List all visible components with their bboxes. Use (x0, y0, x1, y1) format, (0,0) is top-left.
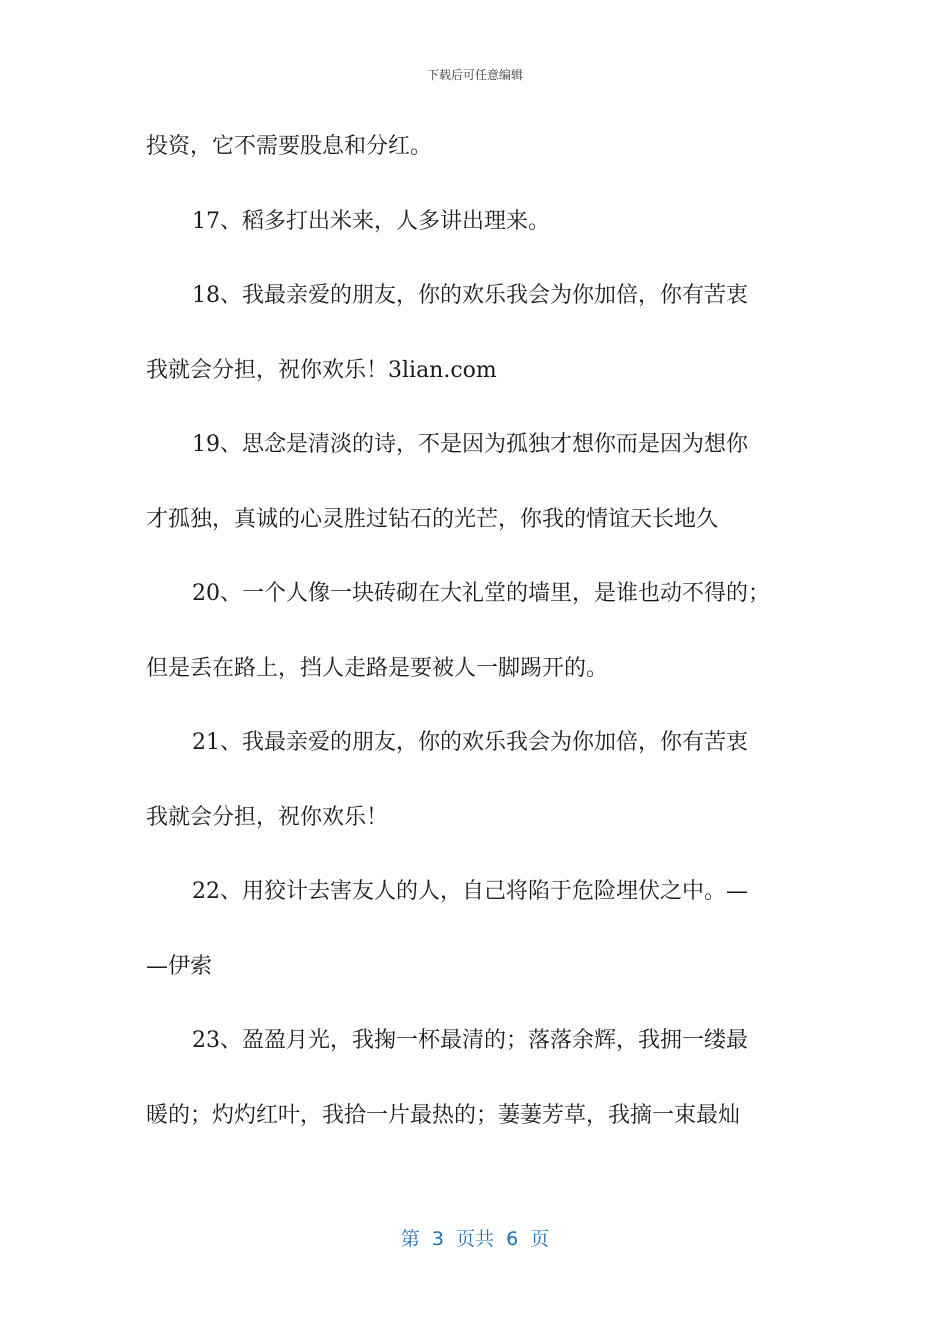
header-note: 下载后可任意编辑 (426, 68, 523, 82)
text-line: 21、我最亲爱的朋友，你的欢乐我会为你加倍，你有苦衷 (192, 730, 748, 755)
text-line: 我就会分担，祝你欢乐！ (146, 804, 389, 830)
text-line: 22、用狡计去害友人的人，自己将陷于危险埋伏之中。— (192, 879, 748, 904)
text-line: 但是丢在路上，挡人走路是要被人一脚踢开的。 (146, 655, 609, 681)
text-line: 我就会分担，祝你欢乐！3lian.com (146, 357, 497, 383)
text-line: —伊索 (146, 953, 213, 979)
text-line: 18、我最亲爱的朋友，你的欢乐我会为你加倍，你有苦衷 (192, 283, 748, 308)
text-line: 23、盈盈月光，我掬一杯最清的；落落余辉，我拥一缕最 (192, 1028, 748, 1053)
text-line: 才孤独，真诚的心灵胜过钻石的光芒，你我的情谊天长地久 (146, 506, 719, 532)
text-line: 暖的；灼灼红叶，我拾一片最热的；萋萋芳草，我摘一束最灿 (146, 1102, 741, 1128)
text-line: 19、思念是清淡的诗，不是因为孤独才想你而是因为想你 (192, 432, 748, 457)
page-number-footer: 第 3 页共 6 页 (400, 1228, 550, 1250)
text-line: 17、稻多打出米来，人多讲出理来。 (192, 208, 550, 234)
document-body (146, 125, 806, 1168)
text-line: 投资，它不需要股息和分红。 (146, 134, 433, 159)
text-line: 20、一个人像一块砖砌在大礼堂的墙里，是谁也动不得的； (192, 581, 770, 606)
